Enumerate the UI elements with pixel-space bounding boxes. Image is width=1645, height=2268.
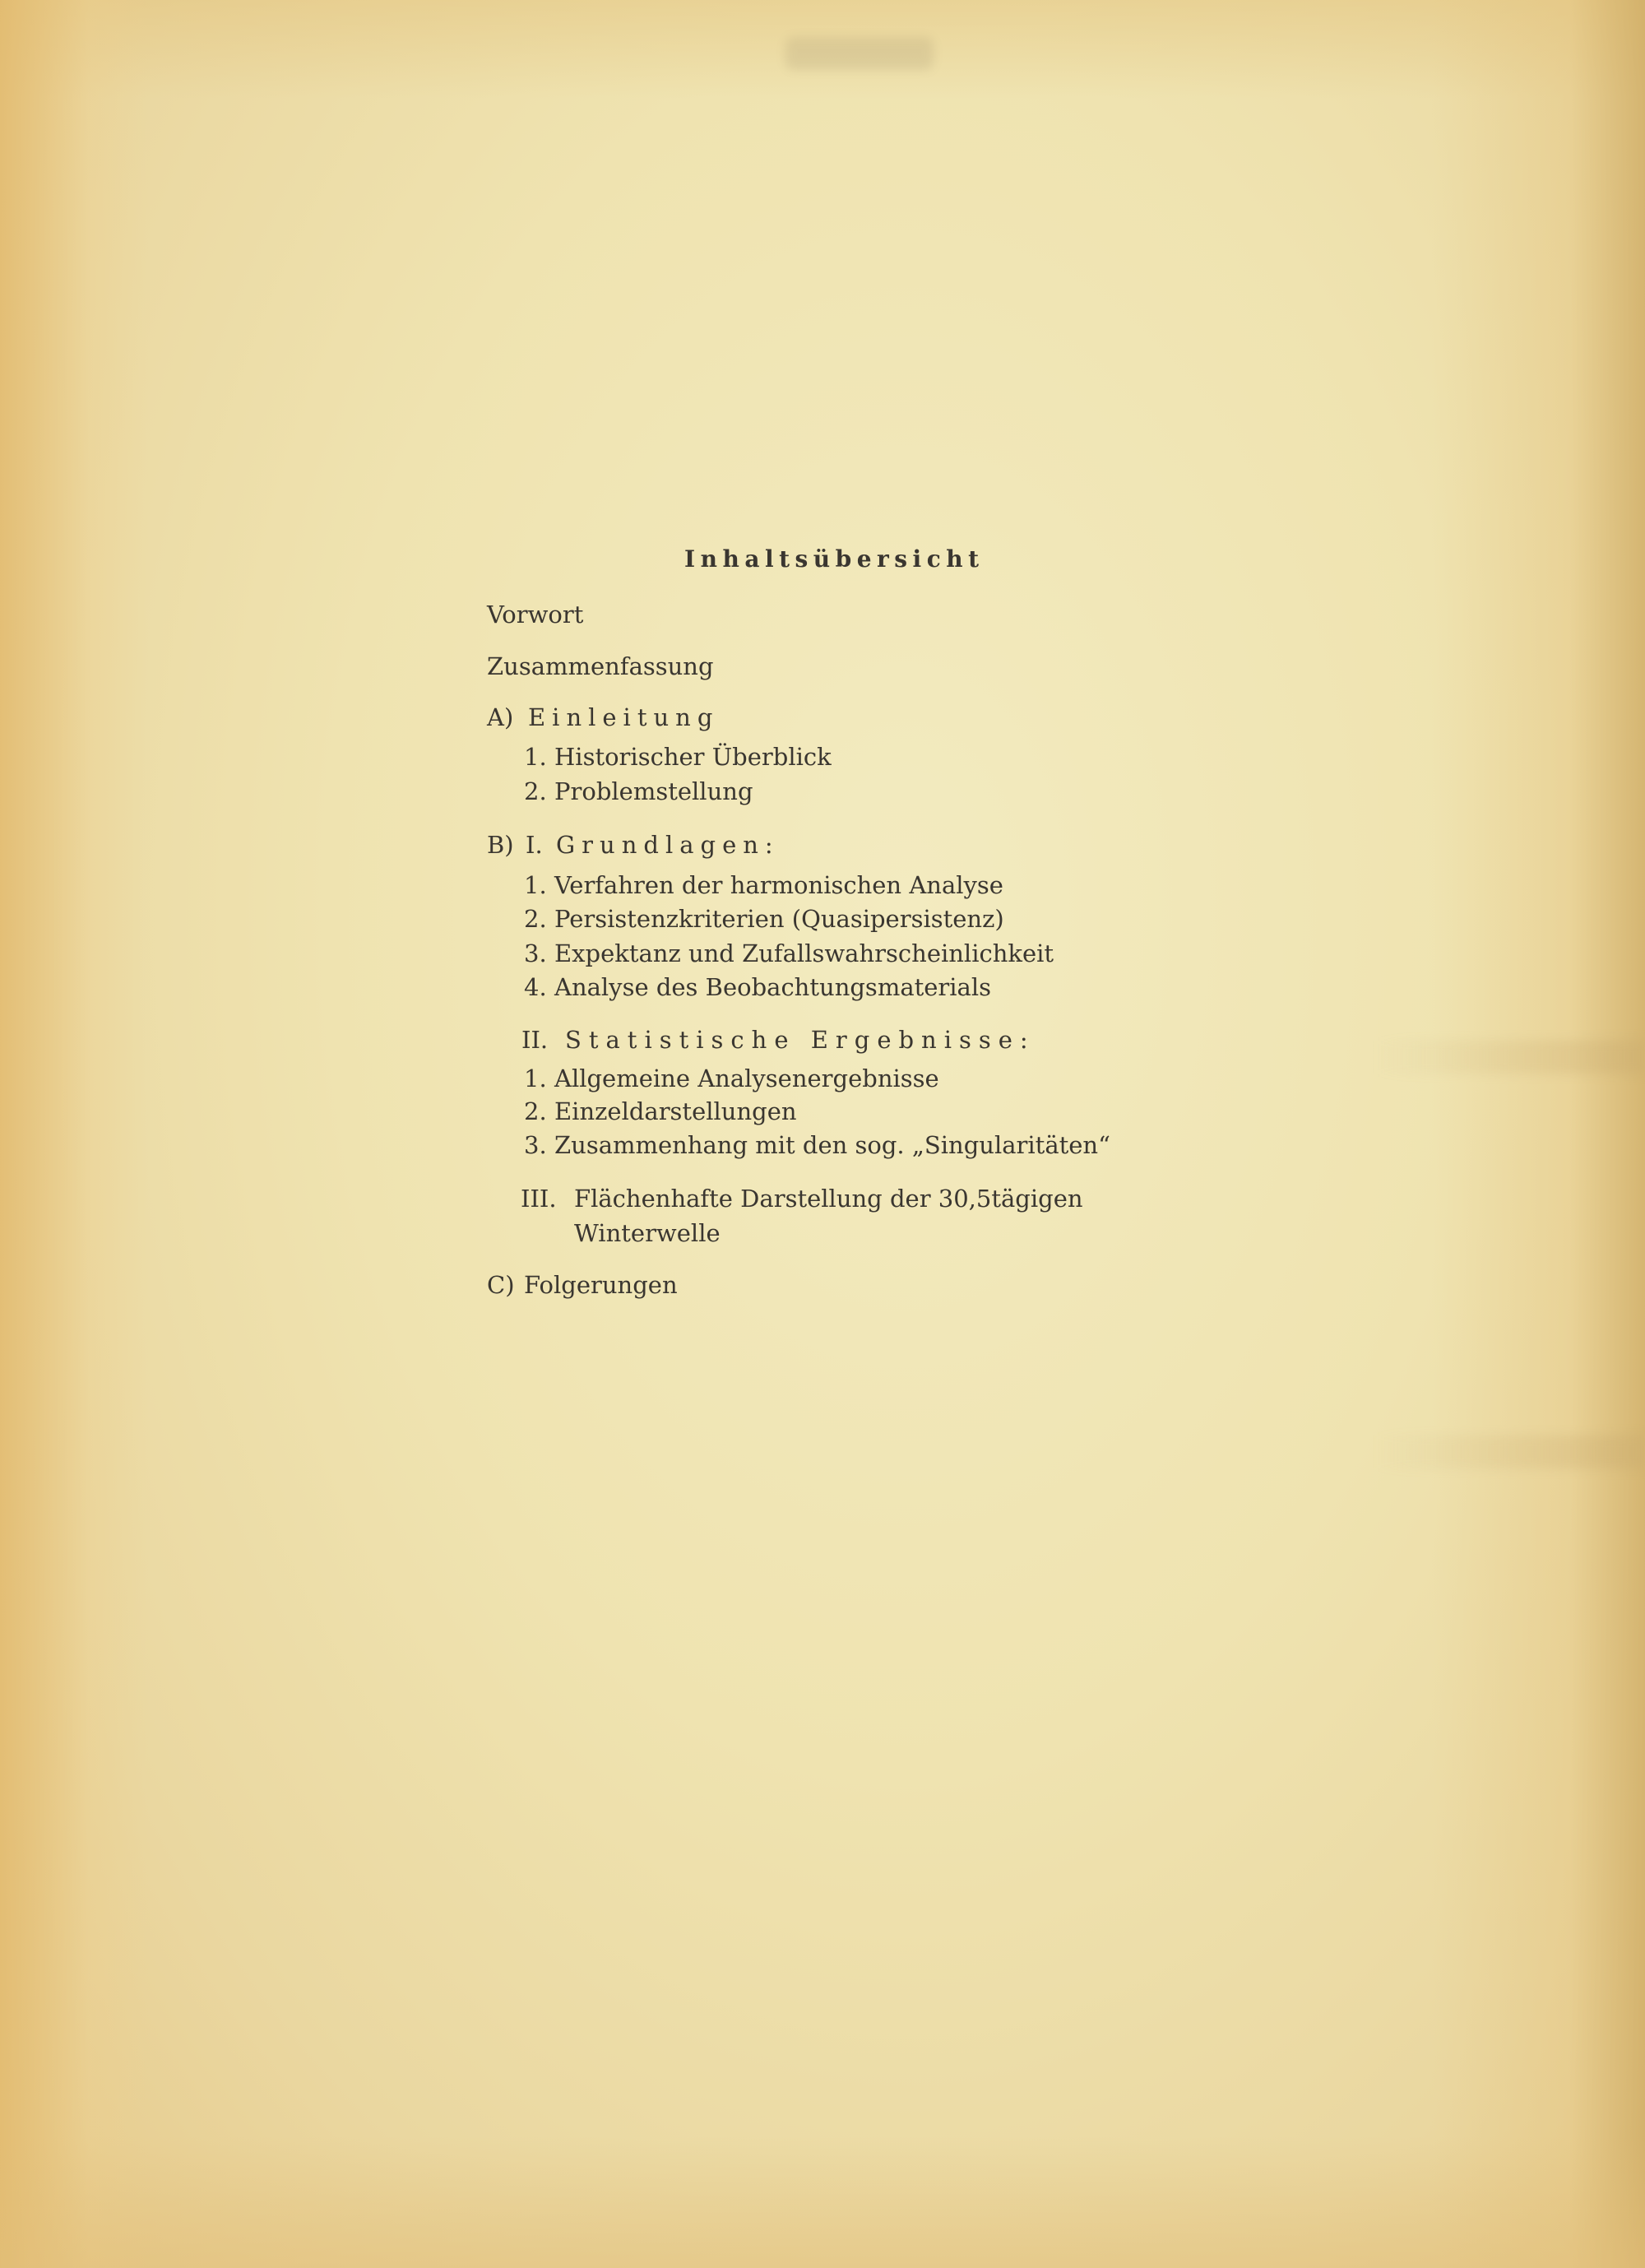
toc-item-text: Analyse des Beobachtungsmaterials	[554, 973, 992, 1001]
toc-item-number: 3.	[524, 939, 547, 967]
toc-item-text: Allgemeine Analysenergebnisse	[554, 1064, 939, 1092]
toc-item-text: Persistenzkriterien (Quasipersistenz)	[554, 905, 1004, 933]
toc-item-number: 2.	[524, 777, 547, 805]
toc-item-text: Historischer Überblick	[554, 743, 832, 771]
toc-item-text: Zusammenhang mit den sog. „Singularitäten“	[554, 1131, 1110, 1159]
toc-item-number: 2.	[524, 905, 547, 933]
faded-stamp	[785, 37, 934, 70]
toc-item-number: 2.	[524, 1097, 547, 1125]
toc-item-number: 4.	[524, 973, 547, 1001]
toc-item-number: 3.	[524, 1131, 547, 1159]
toc-item-number: 1.	[524, 871, 547, 899]
toc-item-text: Problemstellung	[554, 777, 753, 805]
toc-section-a-prefix: A)	[487, 703, 514, 731]
toc-section-b-part2-heading: Statistische Ergebnisse:	[565, 1026, 1036, 1054]
toc-item-text: Einzeldarstellungen	[554, 1097, 797, 1125]
toc-section-a-heading: Einleitung	[528, 703, 720, 731]
toc-section-b-part3-line1: Flächenhafte Darstellung der 30,5tägigen	[574, 1185, 1083, 1213]
paper-crease	[1374, 1435, 1645, 1468]
toc-title: Inhaltsübersicht	[684, 545, 985, 573]
toc-item-number: 1.	[524, 1064, 547, 1092]
toc-section-b-part3-line2: Winterwelle	[574, 1219, 721, 1247]
paper-crease	[1374, 1041, 1645, 1074]
toc-section-b-part1-roman: I.	[526, 831, 543, 859]
toc-section-b-part1-heading: Grundlagen:	[556, 831, 780, 859]
toc-section-b-part2-roman: II.	[521, 1026, 549, 1054]
toc-entry-zusammenfassung: Zusammenfassung	[487, 652, 714, 680]
toc-section-c-prefix: C)	[487, 1271, 515, 1299]
toc-section-c-text: Folgerungen	[524, 1271, 678, 1299]
toc-entry-vorwort: Vorwort	[487, 601, 584, 628]
toc-item-text: Verfahren der harmonischen Analyse	[554, 871, 1003, 899]
toc-section-b-part3-roman: III.	[521, 1185, 557, 1213]
toc-section-b-prefix: B)	[487, 831, 514, 859]
paper-edge-shade-left	[0, 0, 148, 2268]
paper-edge-shade-right	[1431, 0, 1645, 2268]
toc-item-text: Expektanz und Zufallswahrscheinlichkeit	[554, 939, 1054, 967]
toc-item-number: 1.	[524, 743, 547, 771]
paper-edge-shade-bottom	[0, 2136, 1645, 2268]
